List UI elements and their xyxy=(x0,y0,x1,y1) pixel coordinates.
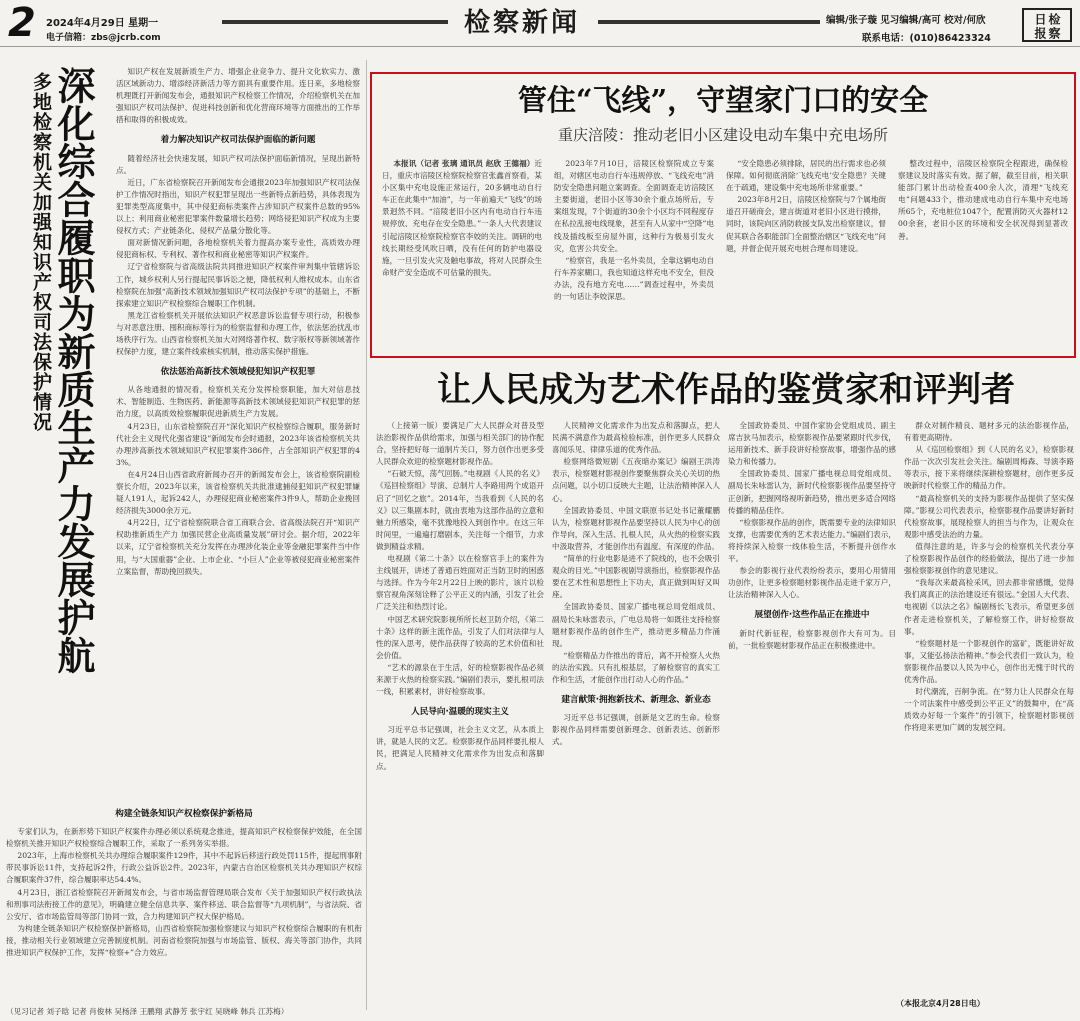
editor-credits: 编辑/张子璇 见习编辑/高可 校对/何欣 xyxy=(826,15,986,26)
paragraph: 全国政协委员、中国作家协会党组成员、副主席吉狄马加表示，检察影视作品要紧跟时代步伐，运用新技术、新手段讲好检察故事，增强作品的感染力和传播力。 xyxy=(728,421,896,467)
newspaper-logo: 检察日报 xyxy=(1022,8,1072,42)
paragraph: （上接第一版）要满足广大人民群众对普及型法治影视作品供给需求，加强与相关部门的协作配合，坚持把好每一道制片关口，努力创作出更多受人民群众欢迎的检察题材影视作品。 xyxy=(376,421,544,467)
charging-column-1 xyxy=(382,158,542,352)
art-column-2 xyxy=(552,420,720,1010)
subheading: 展望创作·这些作品正在推进中 xyxy=(754,610,870,621)
header-rule-left xyxy=(222,20,448,24)
art-column-3 xyxy=(728,420,896,1010)
paragraph: 新时代新征程，检察影视创作大有可为。目前，一批检察题材影视作品正在积极推进中。 xyxy=(728,628,896,650)
paragraph: “检察题材是一个影视创作的富矿，既能讲好故事，又能弘扬法治精神。”参会代表们一致认为，检察影视作品要以人民为中心，创作出无愧于时代的优秀作品。 xyxy=(904,638,1074,684)
column-divider xyxy=(366,60,367,1010)
charging-column-4 xyxy=(898,158,1068,352)
subheading: 建言献策·拥抱新技术、新理念、新业态 xyxy=(561,695,711,706)
charging-column-2 xyxy=(554,158,714,352)
paragraph: 参会的影视行业代表纷纷表示，要用心用情用功创作，让更多检察题材影视作品走进千家万户，让法治精神深入人心。 xyxy=(728,566,896,600)
art-article-dateline: （本报北京4月28日电） xyxy=(896,999,985,1008)
paragraph: 整改过程中，涪陵区检察院全程跟进，确保检察建议及时落实有效。据了解，截至目前，相关职能部门累计出动检查400余人次，清理“飞线充电”问题433个，推动建成电动自行车集中充电场所65个，充电桩位1047个，配置消防灭火器材1200余套，老旧小区的环境和安全状况得到显著改善。 xyxy=(898,159,1068,241)
paragraph: 人民精神文化需求作为出发点和落脚点，把人民满不满意作为最高检验标准，创作更多人民群众喜闻乐见、律律乐道的优秀作品。 xyxy=(552,421,720,455)
page-header xyxy=(0,0,1080,46)
paragraph: 习近平总书记强调，社会主义文艺，从本质上讲，就是人民的文艺。检察影视作品同样要扎根人民，把满足人民精神文化需求作为出发点和落脚点。 xyxy=(376,725,544,771)
paragraph: 检察网络微短剧《五夜暗办案记》编剧王洪涛表示，检察题材影视创作要聚焦群众关心关切的热点问题，以小切口反映大主题，让法治精神深入人心。 xyxy=(552,457,720,503)
charging-column-3 xyxy=(726,158,886,352)
paragraph: “石破天惊，荡气回肠。”电视剧《人民的名义》《巡回检察组》导演、总制片人李路用两个成语开启了“回忆之旅”。2014年，当我看到《人民的名义》以三集剧本时，就由衷地为这部作品的立意和魅力所感染，毫不犹豫地投入到创作中。在这三年时间里，一遍遍打磨剧本，关注每一个细节，力求做到精益求精。 xyxy=(376,469,544,551)
paragraph: 习近平总书记强调，创新是文艺的生命。检察影视作品同样需要创新理念、创新表达、创新形式。 xyxy=(552,713,720,747)
paragraph: “检察影视作品的创作，既需要专业的法律知识支撑，也需要优秀的艺术表达能力。”编剧们表示，将持续深入检察一线体验生活，不断提升创作水平。 xyxy=(728,517,896,564)
paragraph: 从《巡回检察组》到《人民的名义》，检察影视作品一次次引发社会关注。编剧周梅森、导演李路等表示，接下来将继续深耕检察题材，创作更多反映新时代检察工作的精品力作。 xyxy=(904,445,1074,491)
paragraph: 从各地通报的情况看，检察机关充分发挥检察职能，加大对信息技术、智能制造、生物医药、新能源等高新技术领域侵犯知识产权犯罪的惩治力度，以高质效检察履职促进新质生产力发展。 xyxy=(116,385,360,419)
date-line: 2024年4月29日 星期一 xyxy=(46,18,159,29)
paragraph: “检察精品力作推出的背后，离不开检察人火热的法治实践。只有扎根基层，了解检察官的真实工作和生活，才能创作出打动人心的作品。” xyxy=(552,650,720,684)
paragraph: 为构建全链条知识产权检察保护新格局，山西省检察院加强检察建议与知识产权检察综合履职的有机衔接，推动相关行业领域建立完善制度机制。河南省检察院加强与市场监管、版权、海关等部门协作，共同推进知识产权保护工作，发挥“检察+”合力效应。 xyxy=(6,923,362,958)
paragraph: “我每次来最高检采风，回去都非常感慨，觉得我们离真正的法治建设还有很远。”金国人大代表、电视剧《以法之名》编剧杨长飞表示，希望更多创作者走进检察机关，了解检察工作，讲好检察故事。 xyxy=(904,578,1074,636)
art-column-4 xyxy=(904,420,1074,996)
paragraph: 面对新情况新问题，各地检察机关着力提高办案专业性，高质效办理侵犯商标权、专利权、著作权和商业秘密等知识产权案件。 xyxy=(116,238,360,260)
paragraph: “检察官，我是一名外卖员，全靠这辆电动自行车养家糊口，我也知道这样充电不安全，但没办法，没有地方充电……”调查过程中，外卖员的一句话让李姣深思。 xyxy=(554,255,714,302)
charging-article-subheadline: 重庆涪陵：推动老旧小区建设电动车集中充电场所 xyxy=(557,126,888,144)
subheading: 构建全链条知识产权检察保护新格局 xyxy=(115,809,253,819)
subheading: 依法惩治高新技术领域侵犯知识产权犯罪 xyxy=(160,367,316,378)
charging-article-headline: 管住“飞线”，守望家门口的安全 xyxy=(517,83,929,117)
header-divider xyxy=(0,46,1080,47)
art-column-1 xyxy=(376,420,544,1010)
paragraph: 随着经济社会快速发展，知识产权司法保护面临新情况，呈现出新特点。 xyxy=(116,153,360,175)
page-number: 2 xyxy=(8,0,36,46)
paragraph: 专家们认为，在新形势下知识产权案件办理必须以系统观念推进，提高知识产权检察保护效能，在全国检察机关推开知识产权检察综合履职工作，采取了一系列务实举措。 xyxy=(6,827,362,849)
paragraph: 辽宁省检察院与省高级法院共同推进知识产权案件审判集中管辖诉讼工作，城乡权利人另行提起民事诉讼之便，降低权利人维权成本。山东省检察院在加强“高新技术领域加强知识产权司法保护专项”的基础上，不断探索建立知识产权检察综合履职工作机制。 xyxy=(116,262,360,308)
paragraph: 全国政协委员、中国文联原书记处书记董耀鹏认为，检察题材影视作品要坚持以人民为中心的创作导向，深入生活、扎根人民，从火热的检察实践中汲取营养，才能创作出有温度、有深度的作品。 xyxy=(552,505,720,551)
paragraph: 4月23日，山东省检察院召开“深化知识产权检察综合履职，服务新时代社会主义现代化强省建设”新闻发布会时通报，2023年该省检察机关共办理涉高新技术领域知识产权犯罪案件386件，占全部知识产权犯罪的43%。 xyxy=(116,421,360,467)
paragraph: 4月22日，辽宁省检察院联合省工商联合会、省高级法院召开“知识产权助推新质生产力 加强民营企业高质量发展”研讨会。据介绍，2022年以来，辽宁省检察机关充分发挥在办理涉化装企业等金融犯罪案件当中作用，与“大国重器”企业、上市企业、“小巨人”企业等被侵犯商业秘密案件立案监督，帮助挽回损失。 xyxy=(116,518,360,576)
paragraph: 近日，重庆市涪陵区检察院检察官张鑫首察看，某小区集中充电设施正常运行，20多辆电动自行车正在此集中“加油”，与一年前遍天“飞线”的场景迥然不同。“涪陵老旧小区内有电动自行车违规停放、充电存在安全隐患。”一条人大代表建议引起涪陵区检察院检察官李姣的关注。调研的电线长期经受风吹日晒，没有任何的防护电器设施，一旦引发火灾及触电事故，将对人民群众生命财产安全造成不可估量的损失。 xyxy=(382,159,542,277)
section-title: 检察新闻 xyxy=(463,8,580,38)
paragraph: “最高检察机关的支持为影视作品提供了坚实保障。”影视公司代表表示，检察影视作品要讲好新时代检察故事，展现检察人的担当与作为，让观众在观影中感受法治的力量。 xyxy=(904,493,1074,539)
paragraph: 2023年，上海市检察机关共办理综合履职案件129件，其中不起诉后移送行政处罚115件，提起刑事附带民事诉讼11件，支持起诉2件，行政公益诉讼2件。2023年，内蒙古自治区检察机关共办理知识产权综合履职案件37件，综合履职率达54.4%。 xyxy=(6,851,362,885)
paragraph: “简单的行业电影是进不了院线的，也不会吸引观众的目光。”中国影视剧导演指出，检察影视作品要在艺术性和思想性上下功夫，真正做到叫好又叫座。 xyxy=(552,554,720,600)
ip-article-headline: 深化综合履职为新质生产力发展护航 xyxy=(51,66,95,674)
paragraph: 4月23日，浙江省检察院召开新闻发布会，与省市场监督管理局联合发布《关于加强知识产权行政执法和刑事司法衔接工作的意见》，明确建立健全信息共享、案件移送、联合监督等“九项机制”，与省法院、省公安厅、省市场监管局等部门协同一致，合力构建知识产权大保护格局。 xyxy=(6,887,362,921)
email-line: 电子信箱：zbs@jcrb.com xyxy=(46,33,161,43)
paragraph: 时代潮流，百舸争流。在“努力让人民群众在每一个司法案件中感受到公平正义”的鼓舞中，在“高质效办好每一个案件”的引领下，检察题材影视创作将迎来更加广阔的发展空间。 xyxy=(904,687,1074,733)
art-article-headline: 让人民成为艺术作品的鉴赏家和评判者 xyxy=(437,370,1015,410)
subheading: 着力解决知识产权司法保护面临的新问题 xyxy=(160,135,316,146)
charging-byline: 本报讯（记者 张璃 通讯员 赵欣 王德福） xyxy=(393,159,535,168)
paragraph: “安全隐患必须排除，居民的出行需求也必须保障。如何彻底消除‘飞线充电’安全隐患？关键在于疏通，建设集中充电场所非常重要。” xyxy=(726,159,886,193)
ip-article-kicker: 多地检察机关加强知识产权司法保护情况 xyxy=(30,72,52,432)
paragraph: 在4月24日山西省政府新闻办召开的新闻发布会上，该省检察院副检察长介绍，2023年以来，该省检察机关共批准逮捕侵犯知识产权犯罪嫌疑人191人，起诉242人，办理侵犯商业秘密案件3件9人，帮助企业挽回经济损失3000余万元。 xyxy=(116,469,360,516)
header-rule-right xyxy=(598,20,820,24)
paragraph: 2023年8月2日，涪陵区检察院与7个属地街道召开磋商会，建言街道对老旧小区进行摸排，同时，该院向区消防救援支队发出检察建议，督促其联合各职能部门全面整治辖区“飞线充电”问题，并督企促开展充电桩合理布局建设。 xyxy=(726,195,886,253)
paragraph: 中国艺术研究院影视所所长赵卫防介绍，《第二十条》这样的新主流作品，引发了人们对法律与人性的深入思考，使作品获得了较高的艺术价值和社会价值。 xyxy=(376,614,544,660)
paragraph: 全国政协委员、国家广播电视总局党组成员、副局长朱咏雷认为，新时代检察影视作品要坚持守正创新，把握网络视听新趋势，推出更多适合网络传播的精品佳作。 xyxy=(728,469,896,515)
paragraph: 黑龙江省检察机关开展依法知识产权恶意诉讼监督专项行动，积极参与对恶意注册、囤积商标等行为的检察监督和办理工作，依法惩治扰乱市场秩序行为。山西省检察机关加大对网络著作权、数字版权等新领域著作权保护力度，建立案件线索核实机制，推动落实保护措施。 xyxy=(116,310,360,357)
paragraph: 全国政协委员、国家广播电视总局党组成员、副局长朱咏雷表示，广电总局将一如既往支持检察题材影视作品的创作生产，推动更多精品力作涌现。 xyxy=(552,602,720,648)
paragraph: “艺术的源泉在于生活，好的检察影视作品必须来源于火热的检察实践。”编剧们表示，要扎根司法一线，积累素材，讲好检察故事。 xyxy=(376,662,544,697)
paragraph: 群众对制作精良、题材多元的法治影视作品，有着更高期待。 xyxy=(904,421,1074,443)
contact-phone: 联系电话：(010)86423324 xyxy=(862,33,991,44)
paragraph: 知识产权在发展新质生产力、增强企业竞争力、提升文化软实力、激活区域新动力、增添经济新活力等方面具有重要作用。连日来，多地检察机理既打开新闻发布会，通报知识产权检察工作情况，介绍检察机关在加强知识产权司法保护、促进科技创新和优化营商环境等方面推出的工作举措和取得的积极成效。 xyxy=(116,67,360,125)
ip-article-column-lower xyxy=(6,808,362,1004)
paragraph: 电视剧《第二十条》以在检察官手上的案件为主线展开，讲述了普通百姓面对正当防卫时的困惑与选择。作为今年2月22日上映的影片，该片以检察官视角深刻诠释了公平正义的内涵，引发了社会广泛关注和热烈讨论。 xyxy=(376,554,544,612)
paragraph: 2023年7月10日，涪陵区检察院成立专案组，对辖区电动自行车违规停放、“飞线充电”消防安全隐患问题立案调查。全面调查走访涪陵区主要街道，老旧小区等30余个重点场所后，专案组发现，7个街道的30余个小区均不同程度存在私拉乱接电线现象，甚至有人从家中“空降”电线及插线板至房屋外面，这种行为极易引发火灾，危害公共安全。 xyxy=(554,159,714,253)
ip-article-reporters: （见习记者 刘子晗 记者 肖俊林 吴杨泽 王鹏翔 武静芳 张宇红 吴晓峰 韩兵 江苏梅） xyxy=(6,1007,289,1016)
paragraph: 近日，广东省检察院召开新闻发布会通报2023年加强知识产权司法保护工作情况时指出，知识产权犯罪呈现出一些新特点新趋势，具体表现为犯罪类型高度集中，其中侵犯商标类案件占涉知识产权案件总数的95%以上；利用商业秘密犯罪案件数量增长趋势；网络侵犯知识产权成为主要侵权方式；产业链条化、侵权产品量分散化等。 xyxy=(116,177,360,236)
paragraph: 值得注意的是，许多与会的检察机关代表分享了检察影视作品创作的经验做法，提出了进一步加强检察影视创作的意见建议。 xyxy=(904,541,1074,576)
ip-article-column-upper xyxy=(116,66,360,800)
subheading: 人民导向·温暖的现实主义 xyxy=(411,707,509,718)
